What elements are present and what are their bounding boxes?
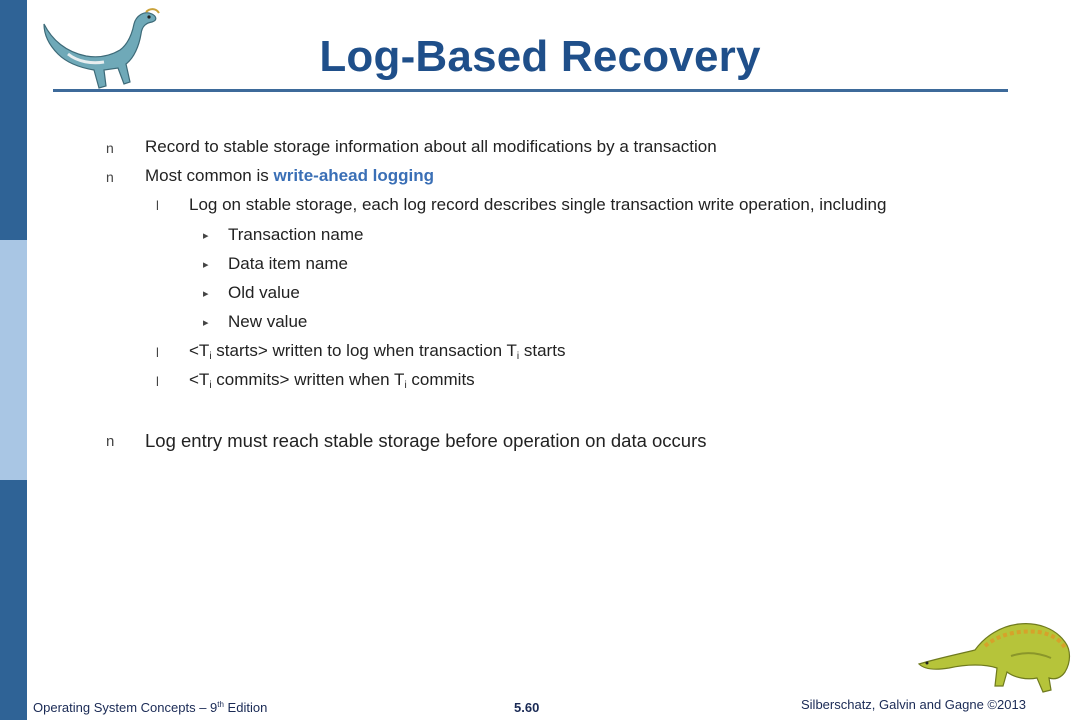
arrow-bullet-marker: ▸: [203, 288, 209, 300]
footer-copyright: Silberschatz, Galvin and Gagne ©2013: [801, 697, 1026, 712]
title-underline: [53, 89, 1008, 92]
dinosaur-logo-icon: [915, 606, 1075, 694]
text-part: commits> written when T: [211, 370, 405, 389]
text-part: starts> written to log when transaction T: [211, 341, 517, 360]
sub-bullet-text: Log on stable storage, each log record describes single transaction write operation, including: [189, 195, 887, 214]
sub-sub-bullet-text: Old value: [228, 283, 300, 302]
sidebar-band-light: [0, 240, 27, 480]
sub-bullet-marker: l: [156, 198, 159, 213]
bullet-text-plain: Most common is: [145, 166, 274, 185]
footer-text: Edition: [223, 700, 268, 715]
subscript: i: [209, 351, 212, 362]
arrow-bullet-marker: ▸: [203, 259, 209, 271]
footer-text: Operating System Concepts – 9: [33, 700, 218, 715]
text-part: <T: [189, 370, 210, 389]
sidebar-band-dark: [0, 480, 27, 720]
bullet-marker: n: [106, 169, 114, 185]
left-sidebar: [0, 0, 27, 720]
text-part: commits: [406, 370, 475, 389]
sub-bullet-text: [189, 341, 565, 362]
sub-sub-bullet-text: Data item name: [228, 254, 348, 273]
footer-superscript: th: [217, 700, 224, 709]
text-part: <T: [189, 341, 210, 360]
bullet-text: Log entry must reach stable storage before operation on data occurs: [145, 430, 707, 451]
bullet-text: [145, 166, 434, 186]
footer-book-title: [33, 700, 267, 715]
subscript: i: [404, 380, 407, 391]
sub-bullet-marker: l: [156, 345, 159, 360]
slide-title: Log-Based Recovery: [319, 32, 761, 81]
bullet-marker: n: [106, 433, 115, 450]
text-part: starts: [519, 341, 566, 360]
bullet-marker: n: [106, 140, 114, 156]
arrow-bullet-marker: ▸: [203, 230, 209, 242]
sub-bullet-marker: l: [156, 374, 159, 389]
footer-page-number: 5.60: [514, 700, 540, 715]
subscript: i: [209, 380, 212, 391]
highlight-term: write-ahead logging: [273, 166, 435, 185]
arrow-bullet-marker: ▸: [203, 317, 209, 329]
sub-bullet-text: [189, 370, 475, 391]
subscript: i: [516, 351, 520, 362]
sub-sub-bullet-text: New value: [228, 312, 308, 331]
sub-sub-bullet-text: Transaction name: [228, 225, 364, 244]
bullet-text: Record to stable storage information about all modifications by a transaction: [145, 137, 717, 156]
